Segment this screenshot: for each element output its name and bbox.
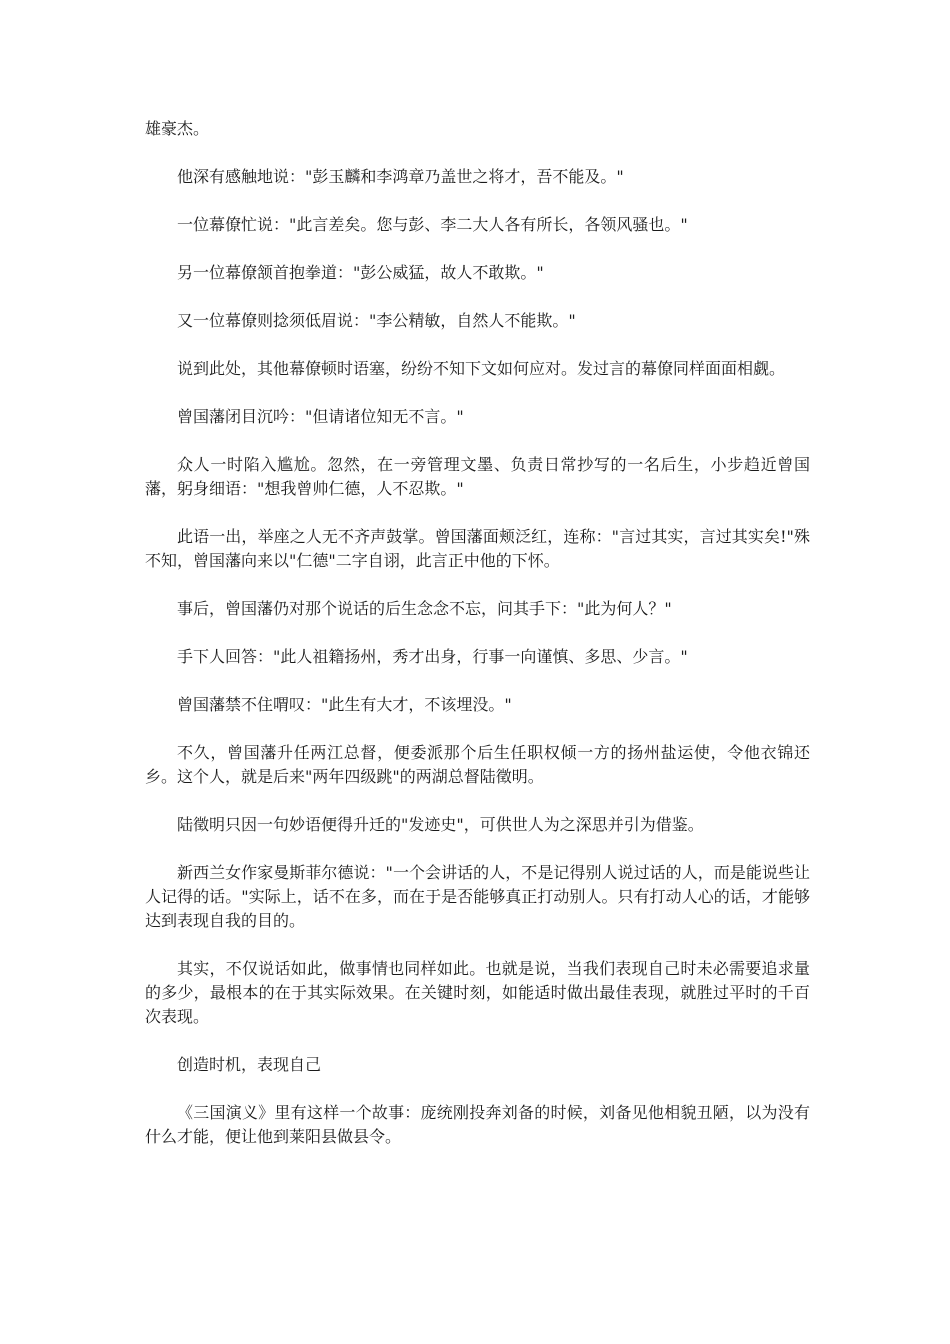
paragraph: 手下人回答："此人祖籍扬州，秀才出身，行事一向谨慎、多思、少言。" <box>177 647 688 666</box>
paragraph: 另一位幕僚颔首抱拳道："彭公威猛，故人不敢欺。" <box>177 263 544 282</box>
paragraph: 新西兰女作家曼斯菲尔德说："一个会讲话的人，不是记得别人说过话的人，而是能说些让人记得的话。"实际上，话不在多，而在于是否能够真正打动别人。只有打动人心的话，才能够达到表现自我的目的。 <box>145 863 810 930</box>
paragraph: 说到此处，其他幕僚顿时语塞，纷纷不知下文如何应对。发过言的幕僚同样面面相觑。 <box>177 359 786 378</box>
paragraph: 曾国藩闭目沉吟："但请诸位知无不言。" <box>177 407 464 426</box>
paragraph: 众人一时陷入尴尬。忽然，在一旁管理文墨、负责日常抄写的一名后生，小步趋近曾国藩，躬身细语："想我曾帅仁德，人不忍欺。" <box>145 455 810 498</box>
paragraph: 《三国演义》里有这样一个故事：庞统刚投奔刘备的时候，刘备见他相貌丑陋，以为没有什么才能，便让他到莱阳县做县令。 <box>145 1103 810 1146</box>
paragraph: 其实，不仅说话如此，做事情也同样如此。也就是说，当我们表现自己时未必需要追求量的多少，最根本的在于其实际效果。在关键时刻，如能适时做出最佳表现，就胜过平时的千百次表现。 <box>145 959 810 1026</box>
paragraph: 又一位幕僚则捻须低眉说："李公精敏，自然人不能欺。" <box>177 311 576 330</box>
paragraph: 曾国藩禁不住喟叹："此生有大才，不该埋没。" <box>177 695 512 714</box>
paragraph: 一位幕僚忙说："此言差矣。您与彭、李二大人各有所长，各领风骚也。" <box>177 215 688 234</box>
document-body <box>145 117 810 1173</box>
paragraph: 此语一出，举座之人无不齐声鼓掌。曾国藩面颊泛红，连称："言过其实，言过其实矣!"殊不知，曾国藩向来以"仁德"二字自诩，此言正中他的下怀。 <box>145 527 810 570</box>
paragraph: 雄豪杰。 <box>145 119 210 138</box>
paragraph: 事后，曾国藩仍对那个说话的后生念念不忘，问其手下："此为何人？" <box>177 599 672 618</box>
paragraph: 他深有感触地说："彭玉麟和李鸿章乃盖世之将才，吾不能及。" <box>177 167 624 186</box>
paragraph: 陆徵明只因一句妙语便得升迁的"发迹史"，可供世人为之深思并引为借鉴。 <box>177 815 704 834</box>
paragraph: 不久，曾国藩升任两江总督，便委派那个后生任职权倾一方的扬州盐运使，令他衣锦还乡。这个人，就是后来"两年四级跳"的两湖总督陆徵明。 <box>145 743 810 786</box>
section-heading: 创造时机，表现自己 <box>177 1055 322 1074</box>
